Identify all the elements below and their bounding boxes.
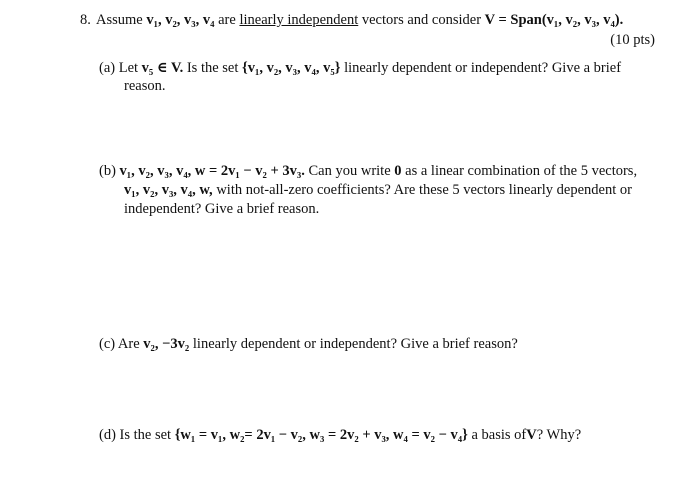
part-a-line-2: reason.: [124, 78, 166, 94]
part-d-math: {w₁ = v₁, w₂= 2v₁ − v₂, w₃ = 2v₂ + v₃, w₄ = v₂ − v₄}: [174, 427, 468, 443]
part-a-line-1: [99, 59, 621, 77]
intro-mid: are: [218, 12, 236, 28]
part-a-post: linearly dependent or independent? Give a brief: [344, 60, 622, 76]
part-c-pre: Are: [117, 336, 140, 352]
intro-underlined: linearly independent: [239, 12, 359, 28]
part-b-line-3: independent? Give a brief reason.: [124, 201, 320, 217]
part-c-math: v₂, −3v₂: [143, 336, 190, 352]
part-a-pre: Let: [118, 60, 139, 76]
part-b-text-2: as a linear combination of the 5 vectors,: [405, 163, 638, 179]
part-d-pre: Is the set: [119, 427, 172, 443]
part-b-zero: 0: [394, 163, 402, 179]
intro-math: V = Span(v₁, v₂, v₃, v₄).: [484, 12, 624, 28]
part-b-math-2: v₁, v₂, v₃, v₄, w,: [124, 182, 213, 198]
part-a-label: (a): [99, 60, 116, 76]
intro-pre: Assume: [96, 12, 143, 28]
part-b-line-1: [99, 162, 637, 180]
intro-vectors: v₁, v₂, v₃, v₄: [146, 12, 215, 28]
part-b-text-1: Can you write: [308, 163, 391, 179]
part-d-mid: a basis of: [471, 427, 527, 443]
part-c-post: linearly dependent or independent? Give a brief reason?: [192, 336, 518, 352]
part-a-mid: Is the set: [186, 60, 239, 76]
part-b-text-3: with not-all-zero coefficients? Are these 5 vectors linearly dependent or: [216, 182, 632, 198]
part-d-label: (d): [99, 427, 116, 443]
part-a-math-1: v₅ ∈ V.: [141, 60, 184, 76]
part-b-line-2: [124, 181, 632, 199]
intro-post: vectors and consider: [361, 12, 482, 28]
part-c-line: [99, 335, 518, 353]
points: (10 pts): [610, 32, 655, 48]
part-d-line: [99, 426, 581, 444]
problem-number: 8.: [80, 12, 91, 28]
part-b-math-1: v₁, v₂, v₃, v₄, w = 2v₁ − v₂ + 3v₃.: [119, 163, 305, 179]
part-d-post: ? Why?: [536, 427, 582, 443]
part-b-label: (b): [99, 163, 116, 179]
part-a-math-2: {v₁, v₂, v₃, v₄, v₅}: [242, 60, 341, 76]
problem-statement: [96, 11, 623, 29]
part-d-V: V: [526, 427, 537, 443]
part-c-label: (c): [99, 336, 116, 352]
